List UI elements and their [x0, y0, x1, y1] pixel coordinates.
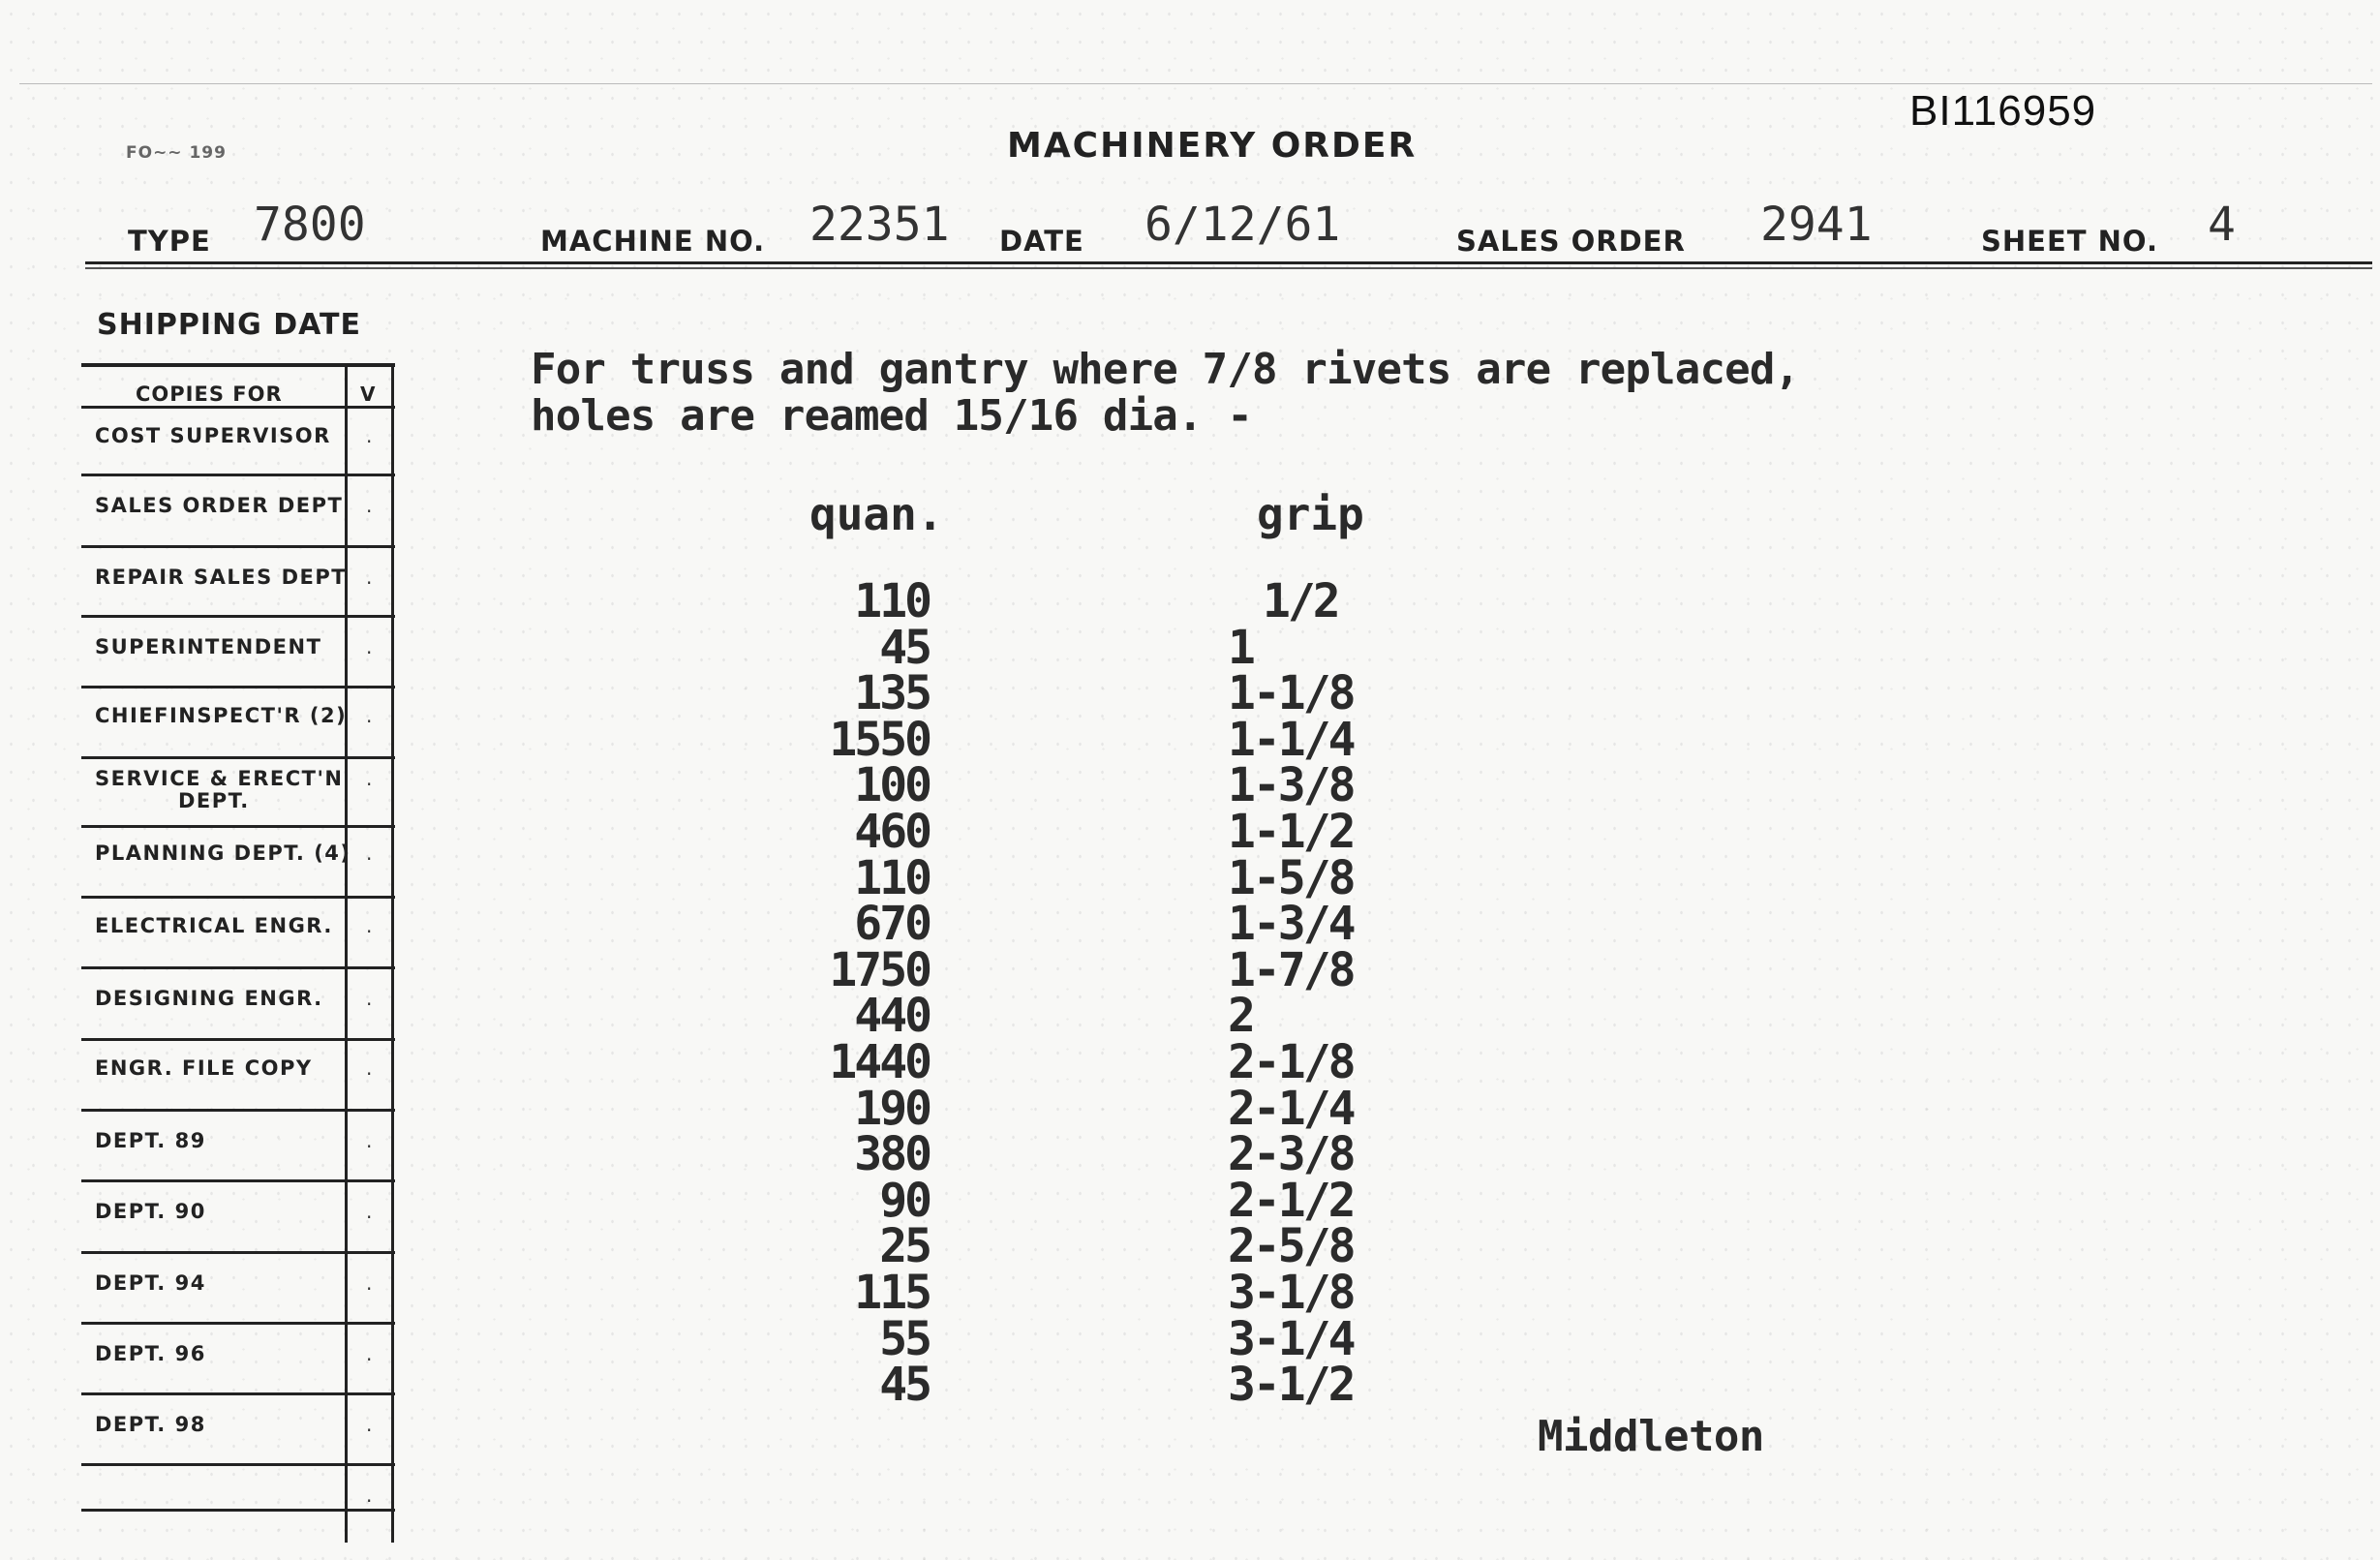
- copies-row-mark: .: [366, 1413, 373, 1436]
- grip-value: 2-5/8: [1228, 1219, 1354, 1274]
- quan-value: 110: [854, 574, 930, 628]
- sheet-no-label: SHEET NO.: [1981, 225, 2158, 258]
- copies-row-mark: .: [366, 987, 373, 1010]
- copies-for-header: COPIES FOR: [136, 382, 283, 406]
- copies-row: [81, 1112, 395, 1179]
- copies-row-label: PLANNING DEPT. (4): [95, 841, 351, 865]
- copies-row: [81, 688, 395, 756]
- copies-row: [81, 409, 395, 474]
- copies-row-label-line2: DEPT.: [178, 789, 250, 812]
- copies-row-mark: .: [366, 635, 373, 658]
- quan-value: 460: [854, 804, 930, 859]
- grip-value: 1-7/8: [1228, 942, 1354, 997]
- sales-order-label: SALES ORDER: [1456, 225, 1686, 258]
- quan-value: 45: [879, 1358, 930, 1413]
- copies-row-mark: .: [366, 1200, 373, 1223]
- quan-column-header: quan.: [809, 488, 944, 540]
- quan-value: 440: [854, 989, 930, 1044]
- grip-value: 2-1/4: [1228, 1081, 1354, 1136]
- copies-row-mark: .: [366, 841, 373, 865]
- copies-row-label: DESIGNING ENGR.: [95, 987, 323, 1010]
- grip-value: 3-1/2: [1228, 1358, 1354, 1413]
- quan-value: 110: [854, 850, 930, 905]
- copies-row-label: COST SUPERVISOR: [95, 424, 331, 447]
- copies-row: [81, 759, 395, 825]
- copies-row: [81, 476, 395, 545]
- copies-row-mark: .: [366, 914, 373, 937]
- quan-value: 45: [879, 620, 930, 675]
- copies-row-mark: .: [366, 1056, 373, 1080]
- copies-row-label: DEPT. 89: [95, 1129, 206, 1152]
- copies-row: [81, 1395, 395, 1463]
- grip-value: 2: [1228, 989, 1253, 1044]
- grip-value: 3-1/4: [1228, 1311, 1354, 1366]
- body-line-1: For truss and gantry where 7/8 rivets are replaced,: [531, 345, 1800, 394]
- copies-row-label: DEPT. 90: [95, 1200, 206, 1223]
- copies-row-mark: .: [366, 767, 373, 790]
- copies-row: [81, 969, 395, 1038]
- date-label: DATE: [999, 225, 1084, 258]
- header-rule-top: [85, 261, 2372, 264]
- grip-value: 3-1/8: [1228, 1265, 1354, 1320]
- copies-row-label: ELECTRICAL ENGR.: [95, 914, 333, 937]
- quan-value: 190: [854, 1081, 930, 1136]
- copies-row: [81, 618, 395, 686]
- grip-value: 2-3/8: [1228, 1127, 1354, 1182]
- copies-row: [81, 1182, 395, 1251]
- copies-row-mark: .: [366, 1484, 373, 1507]
- quan-value: 90: [879, 1173, 930, 1228]
- quan-value: 55: [879, 1311, 930, 1366]
- copies-row-label: SUPERINTENDENT: [95, 635, 322, 658]
- copies-row-mark: .: [366, 494, 373, 517]
- quan-value: 380: [854, 1127, 930, 1182]
- quan-value: 670: [854, 897, 930, 952]
- quan-value: 1440: [829, 1034, 930, 1089]
- copies-row-label: CHIEFINSPECT'R (2): [95, 704, 348, 727]
- copies-row-mark: .: [366, 1129, 373, 1152]
- form-title: MACHINERY ORDER: [1007, 126, 1418, 166]
- quan-column: [775, 574, 930, 1413]
- quan-value: 25: [879, 1219, 930, 1274]
- row-rule: [81, 1509, 395, 1512]
- copies-row-mark: .: [366, 424, 373, 447]
- machine-no-value: 22351: [809, 198, 950, 252]
- copies-row-mark: .: [366, 1271, 373, 1295]
- grip-value: 1-5/8: [1228, 850, 1354, 905]
- grip-column-header: grip: [1257, 488, 1364, 540]
- grip-value: 1-3/8: [1228, 758, 1354, 813]
- copies-row-mark: .: [366, 1342, 373, 1365]
- grip-column: [1228, 574, 1480, 1413]
- copies-row: [81, 899, 395, 966]
- copies-row: [81, 1325, 395, 1392]
- grip-value: 1: [1228, 620, 1253, 675]
- grip-value: 1-1/2: [1228, 804, 1354, 859]
- form-number: FO~~ 199: [126, 143, 227, 163]
- body-line-2: holes are reamed 15/16 dia. -: [531, 391, 1253, 441]
- grip-value: 1-3/4: [1228, 897, 1354, 952]
- copies-row-label: ENGR. FILE COPY: [95, 1056, 313, 1080]
- grip-value: 1-1/4: [1228, 712, 1354, 767]
- quan-value: 1550: [829, 712, 930, 767]
- grip-value: 1-1/8: [1228, 666, 1354, 721]
- copies-row: [81, 828, 395, 896]
- grip-value: 2-1/2: [1228, 1173, 1354, 1228]
- copies-row: [81, 548, 395, 615]
- header-rule-bottom: [85, 267, 2372, 269]
- quan-value: 115: [854, 1265, 930, 1320]
- machine-no-label: MACHINE NO.: [540, 225, 766, 258]
- date-value: 6/12/61: [1144, 198, 1341, 252]
- quan-value: 100: [854, 758, 930, 813]
- copies-row-label: DEPT. 94: [95, 1271, 206, 1295]
- copies-row-label: SERVICE & ERECT'N: [95, 767, 344, 790]
- quan-value: 1750: [829, 942, 930, 997]
- copies-row: [81, 1041, 395, 1109]
- table-top-rule: [81, 363, 395, 367]
- shipping-date-label: SHIPPING DATE: [97, 308, 361, 342]
- sales-order-value: 2941: [1760, 198, 1873, 252]
- copies-row: [81, 1254, 395, 1322]
- document-id: BI116959: [1909, 87, 2097, 135]
- copies-row-label: DEPT. 98: [95, 1413, 206, 1436]
- copies-row-mark: .: [366, 704, 373, 727]
- sheet-no-value: 4: [2208, 198, 2236, 252]
- grip-value: 1/2: [1263, 574, 1338, 628]
- grip-value: 2-1/8: [1228, 1034, 1354, 1089]
- copies-row-label: SALES ORDER DEPT: [95, 494, 344, 517]
- top-faint-rule: [19, 83, 2372, 84]
- type-value: 7800: [254, 198, 366, 252]
- signature-name: Middleton: [1538, 1412, 1764, 1461]
- copies-row-mark: .: [366, 566, 373, 589]
- copies-row-label: DEPT. 96: [95, 1342, 206, 1365]
- copies-row-label: REPAIR SALES DEPT: [95, 566, 348, 589]
- type-label: TYPE: [128, 225, 211, 258]
- check-header: V: [360, 382, 377, 406]
- copies-row: [81, 1466, 395, 1534]
- quan-value: 135: [854, 666, 930, 721]
